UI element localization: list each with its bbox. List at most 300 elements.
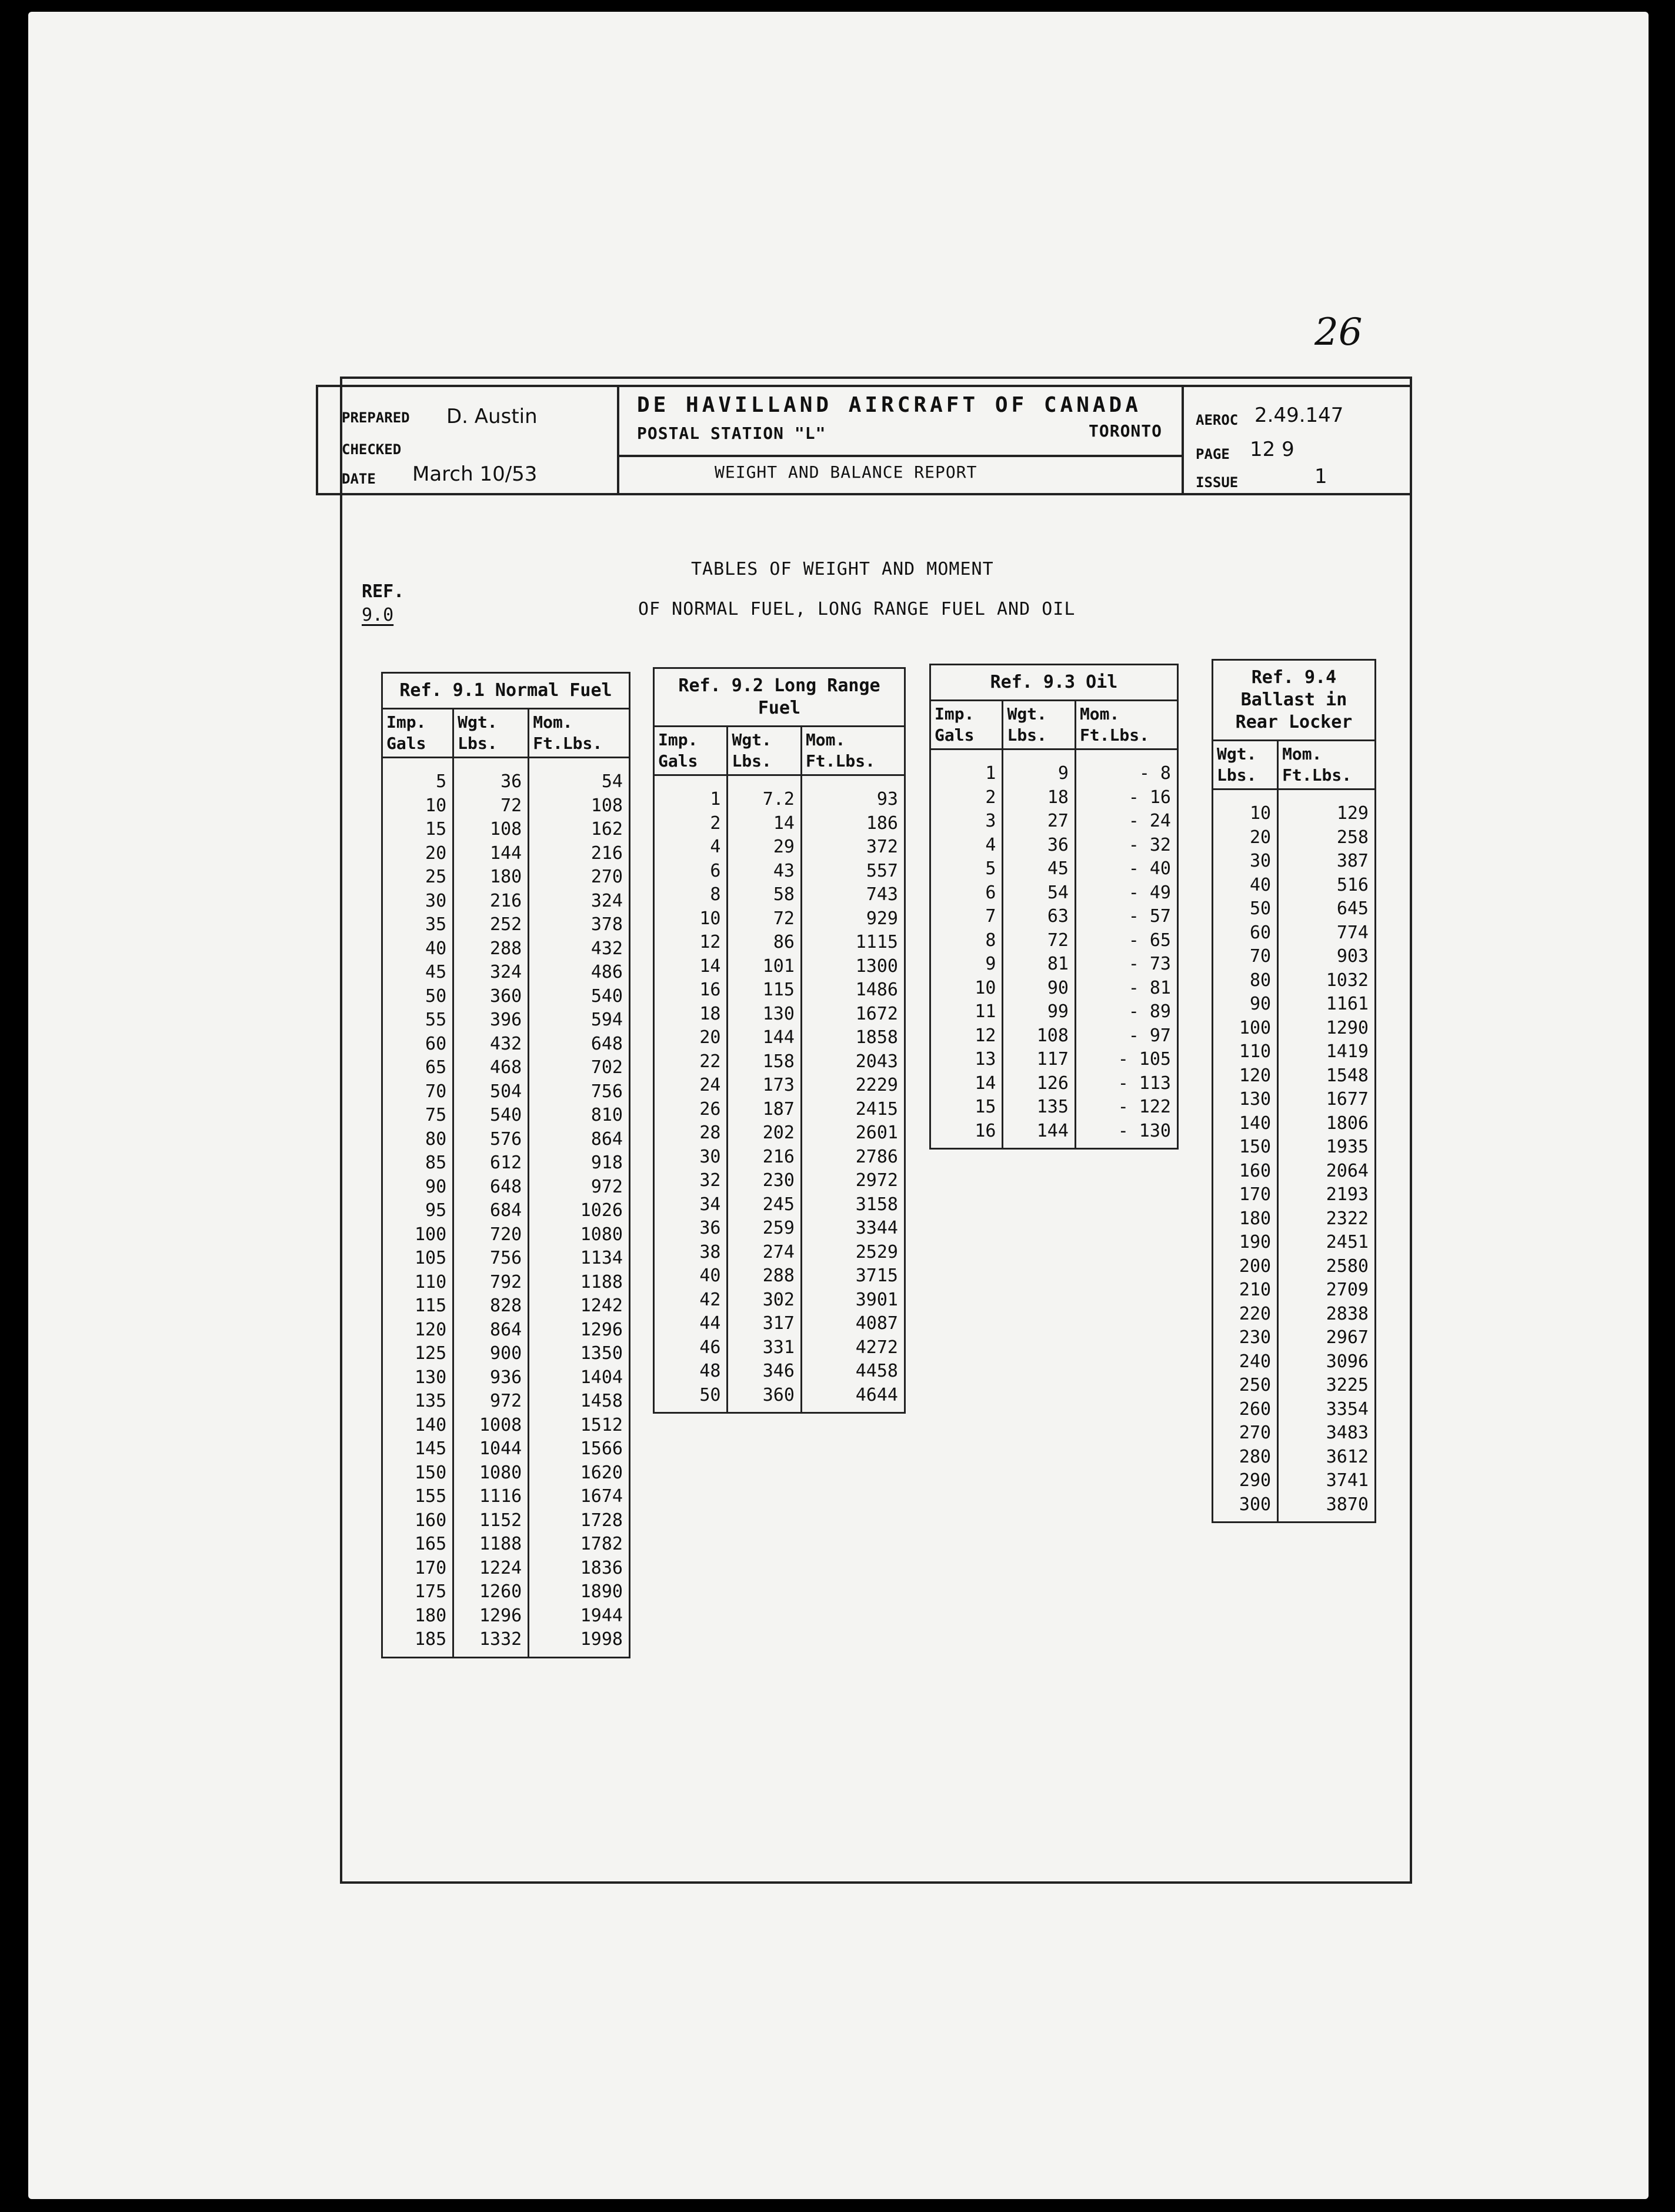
table-cell: 140 (1213, 1112, 1278, 1136)
table-row (382, 1342, 630, 1366)
city: TORONTO (1089, 421, 1163, 441)
table-cell: 270 (529, 865, 630, 890)
table-cell: 10 (930, 977, 1003, 1001)
table-row (654, 1074, 905, 1098)
table-cell: 15 (382, 818, 453, 842)
table-cell: 3483 (1278, 1421, 1376, 1445)
table-row (654, 1288, 905, 1312)
table-cell: 42 (654, 1288, 728, 1312)
column-header: Mom. Ft.Lbs. (529, 709, 630, 758)
table-cell: 108 (453, 818, 529, 842)
table-cell: 1620 (529, 1461, 630, 1485)
table-row (654, 1193, 905, 1217)
table-cell: 7 (930, 905, 1003, 929)
table-row (382, 1247, 630, 1271)
table-cell: 7.2 (728, 775, 801, 812)
table-row (1213, 992, 1376, 1017)
table-cell: 1044 (453, 1437, 529, 1461)
table-cell: 864 (453, 1318, 529, 1342)
table-cell: 936 (453, 1366, 529, 1390)
table-cell: 10 (382, 794, 453, 818)
table-cell: 20 (382, 842, 453, 866)
table-row (654, 1384, 905, 1413)
table-row (654, 1312, 905, 1336)
table-cell: - 130 (1075, 1120, 1177, 1149)
table-row (930, 786, 1178, 810)
table-cell: 12 (930, 1024, 1003, 1048)
table-cell: 129 (1278, 789, 1376, 826)
table-cell: 1300 (801, 955, 905, 979)
table-row (654, 907, 905, 931)
table-cell: 756 (453, 1247, 529, 1271)
table-row (382, 985, 630, 1009)
table-row (930, 1120, 1178, 1149)
table-cell: 40 (382, 937, 453, 961)
table-cell: 36 (654, 1217, 728, 1241)
table-row (382, 1461, 630, 1485)
table-cell: 1152 (453, 1509, 529, 1533)
table-cell: 648 (453, 1175, 529, 1200)
table-row (382, 890, 630, 914)
table-cell: 30 (654, 1145, 728, 1170)
table-cell: 1116 (453, 1485, 529, 1509)
table-caption: Ref. 9.3 Oil (930, 665, 1178, 701)
table-cell: 100 (382, 1223, 453, 1247)
table-row (930, 1024, 1178, 1048)
table-cell: 70 (382, 1080, 453, 1104)
table-cell: 743 (801, 883, 905, 907)
table-cell: 135 (382, 1390, 453, 1414)
prepared-value: D. Austin (446, 405, 538, 428)
table-row (1213, 1135, 1376, 1160)
table-cell: 170 (1213, 1183, 1278, 1207)
table-cell: 144 (453, 842, 529, 866)
long-range-fuel-table (653, 667, 906, 1414)
table-cell: - 8 (1075, 749, 1177, 786)
ref-value: 9.0 (362, 605, 394, 625)
table-row (382, 1557, 630, 1581)
table-row (1213, 1040, 1376, 1064)
table-cell: 4272 (801, 1336, 905, 1360)
table-row (382, 1318, 630, 1342)
table-row (1213, 1326, 1376, 1350)
table-cell: 702 (529, 1056, 630, 1080)
table-cell: 300 (1213, 1493, 1278, 1523)
table-cell: 6 (654, 860, 728, 884)
table-row (654, 1098, 905, 1122)
page-value: 12 9 (1250, 438, 1294, 461)
table-cell: 260 (1213, 1398, 1278, 1422)
column-header: Mom. Ft.Lbs. (1278, 741, 1376, 789)
table-cell: 101 (728, 955, 801, 979)
table-cell: 684 (453, 1199, 529, 1223)
table-cell: 900 (453, 1342, 529, 1366)
table-cell: 8 (654, 883, 728, 907)
table-cell: 48 (654, 1360, 728, 1384)
table-cell: 150 (1213, 1135, 1278, 1160)
table-cell: 108 (529, 794, 630, 818)
table-row (654, 955, 905, 979)
table-cell: 162 (529, 818, 630, 842)
column-header: Mom. Ft.Lbs. (801, 727, 905, 775)
table-cell: 75 (382, 1104, 453, 1128)
table-cell: 3 (930, 809, 1003, 834)
table-cell: 180 (1213, 1207, 1278, 1231)
table-row (1213, 897, 1376, 921)
table-cell: 1677 (1278, 1088, 1376, 1112)
table-cell: - 73 (1075, 952, 1177, 977)
table-row (382, 794, 630, 818)
table-cell: 486 (529, 961, 630, 985)
postal-station: POSTAL STATION "L" (637, 424, 826, 443)
table-cell: 210 (1213, 1278, 1278, 1302)
table-cell: 30 (382, 890, 453, 914)
table-cell: 144 (728, 1026, 801, 1050)
table-cell: - 16 (1075, 786, 1177, 810)
table-cell: 80 (1213, 969, 1278, 993)
table-cell: 90 (1003, 977, 1075, 1001)
table-cell: 972 (453, 1390, 529, 1414)
table-cell: 4458 (801, 1360, 905, 1384)
table-cell: 4 (930, 834, 1003, 858)
table-cell: 2064 (1278, 1160, 1376, 1184)
table-cell: 1296 (453, 1604, 529, 1628)
table-cell: 929 (801, 907, 905, 931)
table-cell: 180 (453, 865, 529, 890)
table-cell: 3344 (801, 1217, 905, 1241)
table-cell: 3870 (1278, 1493, 1376, 1523)
table-cell: 1188 (529, 1271, 630, 1295)
table-cell: 372 (801, 835, 905, 860)
table-cell: 80 (382, 1128, 453, 1152)
table-row (1213, 1255, 1376, 1279)
table-cell: 270 (1213, 1421, 1278, 1445)
table-row (382, 1128, 630, 1152)
table-cell: 504 (453, 1080, 529, 1104)
table-cell: 2967 (1278, 1326, 1376, 1350)
table-cell: 18 (654, 1002, 728, 1027)
table-cell: 346 (728, 1360, 801, 1384)
date-label: DATE (342, 471, 376, 487)
table-cell: 186 (801, 812, 905, 836)
table-cell: 220 (1213, 1302, 1278, 1327)
table-cell: 1350 (529, 1342, 630, 1366)
table-cell: 3741 (1278, 1469, 1376, 1493)
table-row (1213, 1112, 1376, 1136)
table-cell: 105 (382, 1247, 453, 1271)
table-cell: 13 (930, 1048, 1003, 1072)
table-cell: 2415 (801, 1098, 905, 1122)
table-row (382, 1080, 630, 1104)
table-row (1213, 1374, 1376, 1398)
table-row (930, 881, 1178, 905)
table-cell: 1512 (529, 1414, 630, 1438)
table-cell: 645 (1278, 897, 1376, 921)
table-cell: 1080 (453, 1461, 529, 1485)
table-row (930, 1048, 1178, 1072)
table-cell: 4644 (801, 1384, 905, 1413)
table-cell: 317 (728, 1312, 801, 1336)
table-row (1213, 1302, 1376, 1327)
heading-line-2: OF NORMAL FUEL, LONG RANGE FUEL AND OIL (638, 599, 1076, 619)
table-cell: 11 (930, 1000, 1003, 1024)
table-row (930, 1000, 1178, 1024)
table-cell: - 40 (1075, 857, 1177, 881)
table-cell: 10 (1213, 789, 1278, 826)
table-cell: 216 (728, 1145, 801, 1170)
table-cell: 27 (1003, 809, 1075, 834)
table-cell: - 57 (1075, 905, 1177, 929)
table-cell: 1332 (453, 1628, 529, 1657)
table-cell: 165 (382, 1533, 453, 1557)
table-row (382, 1509, 630, 1533)
table-cell: 28 (654, 1121, 728, 1145)
table-cell: 45 (1003, 857, 1075, 881)
table-cell: 1419 (1278, 1040, 1376, 1064)
table-cell: 95 (382, 1199, 453, 1223)
table-cell: 3715 (801, 1264, 905, 1288)
table-row (1213, 1445, 1376, 1470)
table-cell: 4 (654, 835, 728, 860)
table-cell: 1224 (453, 1557, 529, 1581)
table-cell: 54 (1003, 881, 1075, 905)
table-cell: 360 (453, 985, 529, 1009)
table-cell: 6 (930, 881, 1003, 905)
table-cell: 387 (1278, 850, 1376, 874)
table-cell: 258 (1278, 826, 1376, 850)
table-cell: 1296 (529, 1318, 630, 1342)
table-cell: 1728 (529, 1509, 630, 1533)
column-header: Wgt. Lbs. (728, 727, 801, 775)
table-cell: 576 (453, 1128, 529, 1152)
table-cell: 230 (1213, 1326, 1278, 1350)
table-cell: 35 (382, 913, 453, 937)
table-cell: 3225 (1278, 1374, 1376, 1398)
table-cell: 40 (1213, 874, 1278, 898)
table-cell: 864 (529, 1128, 630, 1152)
table-cell: 2972 (801, 1169, 905, 1193)
table-cell: 32 (654, 1169, 728, 1193)
table-cell: 180 (382, 1604, 453, 1628)
table-cell: 2529 (801, 1241, 905, 1265)
table-cell: 252 (453, 913, 529, 937)
table-cell: 280 (1213, 1445, 1278, 1470)
table-cell: 90 (382, 1175, 453, 1200)
table-cell: 1 (654, 775, 728, 812)
table-cell: 1134 (529, 1247, 630, 1271)
table-cell: 14 (654, 955, 728, 979)
table-row (654, 1002, 905, 1027)
table-cell: 3612 (1278, 1445, 1376, 1470)
table-cell: 2193 (1278, 1183, 1376, 1207)
table-cell: 250 (1213, 1374, 1278, 1398)
column-header: Imp. Gals (930, 701, 1003, 749)
table-row (382, 1437, 630, 1461)
table-cell: 3096 (1278, 1350, 1376, 1374)
table-caption: Ref. 9.4 Ballast in Rear Locker (1213, 660, 1376, 741)
table-cell: 185 (382, 1628, 453, 1657)
table-cell: 63 (1003, 905, 1075, 929)
table-cell: 60 (382, 1032, 453, 1057)
table-cell: 828 (453, 1294, 529, 1318)
table-row (654, 1145, 905, 1170)
table-cell: 720 (453, 1223, 529, 1247)
table-row (1213, 1231, 1376, 1255)
table-row (1213, 1493, 1376, 1523)
table-cell: 288 (453, 937, 529, 961)
table-cell: 1858 (801, 1026, 905, 1050)
table-cell: 110 (1213, 1040, 1278, 1064)
table-cell: 540 (529, 985, 630, 1009)
table-cell: 259 (728, 1217, 801, 1241)
table-row (382, 1628, 630, 1657)
table-cell: - 113 (1075, 1072, 1177, 1096)
table-cell: 130 (1213, 1088, 1278, 1112)
table-cell: 43 (728, 860, 801, 884)
table-cell: 1458 (529, 1390, 630, 1414)
table-cell: 22 (654, 1050, 728, 1074)
table-cell: 140 (382, 1414, 453, 1438)
table-cell: 115 (728, 978, 801, 1002)
table-cell: 130 (728, 1002, 801, 1027)
table-cell: 324 (453, 961, 529, 985)
table-cell: 26 (654, 1098, 728, 1122)
table-cell: 1672 (801, 1002, 905, 1027)
table-cell: 3158 (801, 1193, 905, 1217)
table-cell: - 122 (1075, 1095, 1177, 1120)
table-cell: 274 (728, 1241, 801, 1265)
table-cell: 1008 (453, 1414, 529, 1438)
table-cell: - 97 (1075, 1024, 1177, 1048)
table-row (654, 835, 905, 860)
table-cell: 190 (1213, 1231, 1278, 1255)
page-label: PAGE (1196, 446, 1230, 462)
table-cell: 135 (1003, 1095, 1075, 1120)
table-cell: - 81 (1075, 977, 1177, 1001)
table-cell: 1486 (801, 978, 905, 1002)
table-cell: 108 (1003, 1024, 1075, 1048)
table-cell: 288 (728, 1264, 801, 1288)
table-cell: 648 (529, 1032, 630, 1057)
table-cell: 125 (382, 1342, 453, 1366)
table-cell: - 24 (1075, 809, 1177, 834)
table-cell: 72 (1003, 929, 1075, 953)
company-name: DE HAVILLAND AIRCRAFT OF CANADA (637, 393, 1142, 417)
table-row (1213, 850, 1376, 874)
table-cell: 1032 (1278, 969, 1376, 993)
table-row (930, 1095, 1178, 1120)
table-cell: 120 (1213, 1064, 1278, 1088)
table-cell: 378 (529, 913, 630, 937)
table-cell: 1782 (529, 1533, 630, 1557)
table-cell: 50 (382, 985, 453, 1009)
column-header: Wgt. Lbs. (1003, 701, 1075, 749)
table-cell: 2 (930, 786, 1003, 810)
table-cell: 972 (529, 1175, 630, 1200)
column-header: Wgt. Lbs. (453, 709, 529, 758)
table-row (382, 1271, 630, 1295)
table-cell: 36 (453, 758, 529, 794)
table-cell: 120 (382, 1318, 453, 1342)
table-row (654, 775, 905, 812)
table-cell: 1 (930, 749, 1003, 786)
table-cell: 144 (1003, 1120, 1075, 1149)
table-cell: 175 (382, 1580, 453, 1604)
table-row (930, 952, 1178, 977)
table-cell: 200 (1213, 1255, 1278, 1279)
column-header: Imp. Gals (654, 727, 728, 775)
table-cell: 1548 (1278, 1064, 1376, 1088)
heading-line-1: TABLES OF WEIGHT AND MOMENT (691, 559, 994, 579)
table-cell: 1998 (529, 1628, 630, 1657)
table-cell: 150 (382, 1461, 453, 1485)
table-cell: 12 (654, 931, 728, 955)
checked-label: CHECKED (342, 441, 402, 458)
column-header: Imp. Gals (382, 709, 453, 758)
table-cell: 240 (1213, 1350, 1278, 1374)
table-cell: 1890 (529, 1580, 630, 1604)
table-cell: 2786 (801, 1145, 905, 1170)
table-cell: 110 (382, 1271, 453, 1295)
table-row (382, 1104, 630, 1128)
table-cell: 85 (382, 1151, 453, 1175)
table-cell: 145 (382, 1437, 453, 1461)
table-row (654, 1336, 905, 1360)
table-row (1213, 1064, 1376, 1088)
table-cell: 50 (654, 1384, 728, 1413)
aeroc-label: AEROC (1196, 412, 1239, 428)
table-cell: 54 (529, 758, 630, 794)
table-cell: 130 (382, 1366, 453, 1390)
table-cell: 516 (1278, 874, 1376, 898)
table-cell: 158 (728, 1050, 801, 1074)
table-cell: 72 (453, 794, 529, 818)
table-row (930, 749, 1178, 786)
table-cell: 5 (382, 758, 453, 794)
table-cell: 810 (529, 1104, 630, 1128)
table-cell: 20 (1213, 826, 1278, 850)
table-cell: 1026 (529, 1199, 630, 1223)
table-cell: 1674 (529, 1485, 630, 1509)
table-row (930, 857, 1178, 881)
table-cell: 160 (1213, 1160, 1278, 1184)
table-cell: 2451 (1278, 1231, 1376, 1255)
table-cell: 756 (529, 1080, 630, 1104)
table-cell: 1290 (1278, 1017, 1376, 1041)
table-cell: 3901 (801, 1288, 905, 1312)
table-cell: 46 (654, 1336, 728, 1360)
table-row (382, 1032, 630, 1057)
table-row (1213, 1350, 1376, 1374)
table-cell: 29 (728, 835, 801, 860)
table-cell: 20 (654, 1026, 728, 1050)
table-cell: 594 (529, 1008, 630, 1032)
table-row (654, 978, 905, 1002)
table-cell: - 32 (1075, 834, 1177, 858)
table-cell: 115 (382, 1294, 453, 1318)
table-row (382, 937, 630, 961)
table-row (1213, 1421, 1376, 1445)
table-row (654, 931, 905, 955)
table-cell: 100 (1213, 1017, 1278, 1041)
table-cell: 4087 (801, 1312, 905, 1336)
table-row (1213, 826, 1376, 850)
table-cell: 160 (382, 1509, 453, 1533)
table-row (382, 1199, 630, 1223)
table-cell: 60 (1213, 921, 1278, 945)
table-cell: 1806 (1278, 1112, 1376, 1136)
table-row (382, 818, 630, 842)
